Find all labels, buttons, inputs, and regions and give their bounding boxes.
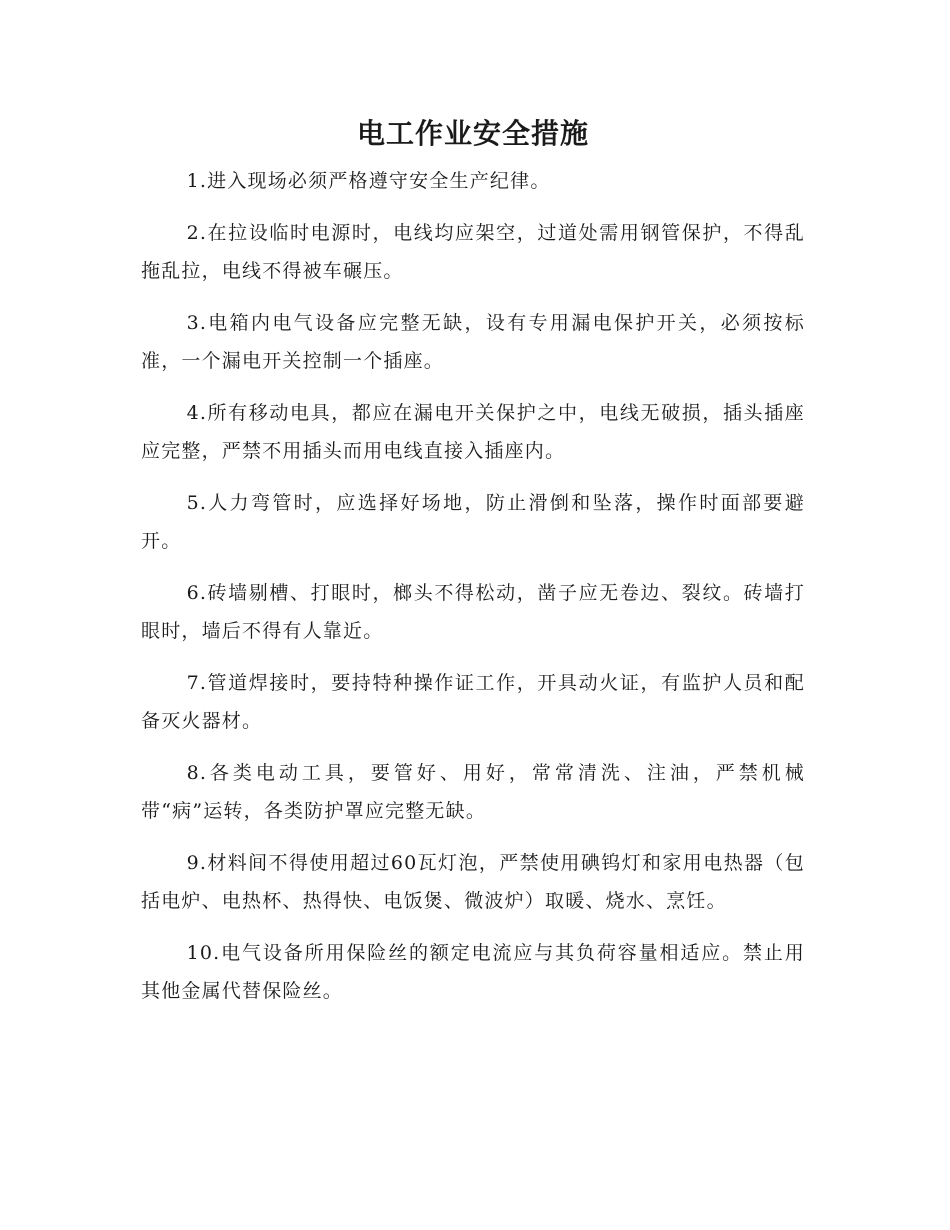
document-page xyxy=(141,112,805,1024)
clause-7: 7.管道焊接时，要持特种操作证工作，开具动火证，有监护人员和配备灭火器材。 xyxy=(141,672,805,732)
clause-2: 2.在拉设临时电源时，电线均应架空，过道处需用钢管保护，不得乱拖乱拉，电线不得被车碾压。 xyxy=(141,222,805,282)
clause-8: 8.各类电动工具，要管好、用好，常常清洗、注油，严禁机械带“病”运转，各类防护罩应完整无缺。 xyxy=(141,762,805,822)
clause-10: 10.电气设备所用保险丝的额定电流应与其负荷容量相适应。禁止用其他金属代替保险丝。 xyxy=(141,942,805,1002)
document-title: 电工作业安全措施 xyxy=(356,117,589,150)
clause-5: 5.人力弯管时，应选择好场地，防止滑倒和坠落，操作时面部要避开。 xyxy=(141,492,805,552)
clause-1: 1.进入现场必须严格遵守安全生产纪律。 xyxy=(186,170,551,192)
clause-4: 4.所有移动电具，都应在漏电开关保护之中，电线无破损，插头插座应完整，严禁不用插头而用电线直接入插座内。 xyxy=(141,402,805,462)
clause-6: 6.砖墙剔槽、打眼时，榔头不得松动，凿子应无卷边、裂纹。砖墙打眼时，墙后不得有人靠近。 xyxy=(141,582,805,642)
clause-9: 9.材料间不得使用超过60瓦灯泡，严禁使用碘钨灯和家用电热器（包括电炉、电热杯、热得快、电饭煲、微波炉）取暖、烧水、烹饪。 xyxy=(141,852,805,912)
clause-3: 3.电箱内电气设备应完整无缺，设有专用漏电保护开关，必须按标准，一个漏电开关控制一个插座。 xyxy=(141,312,805,372)
